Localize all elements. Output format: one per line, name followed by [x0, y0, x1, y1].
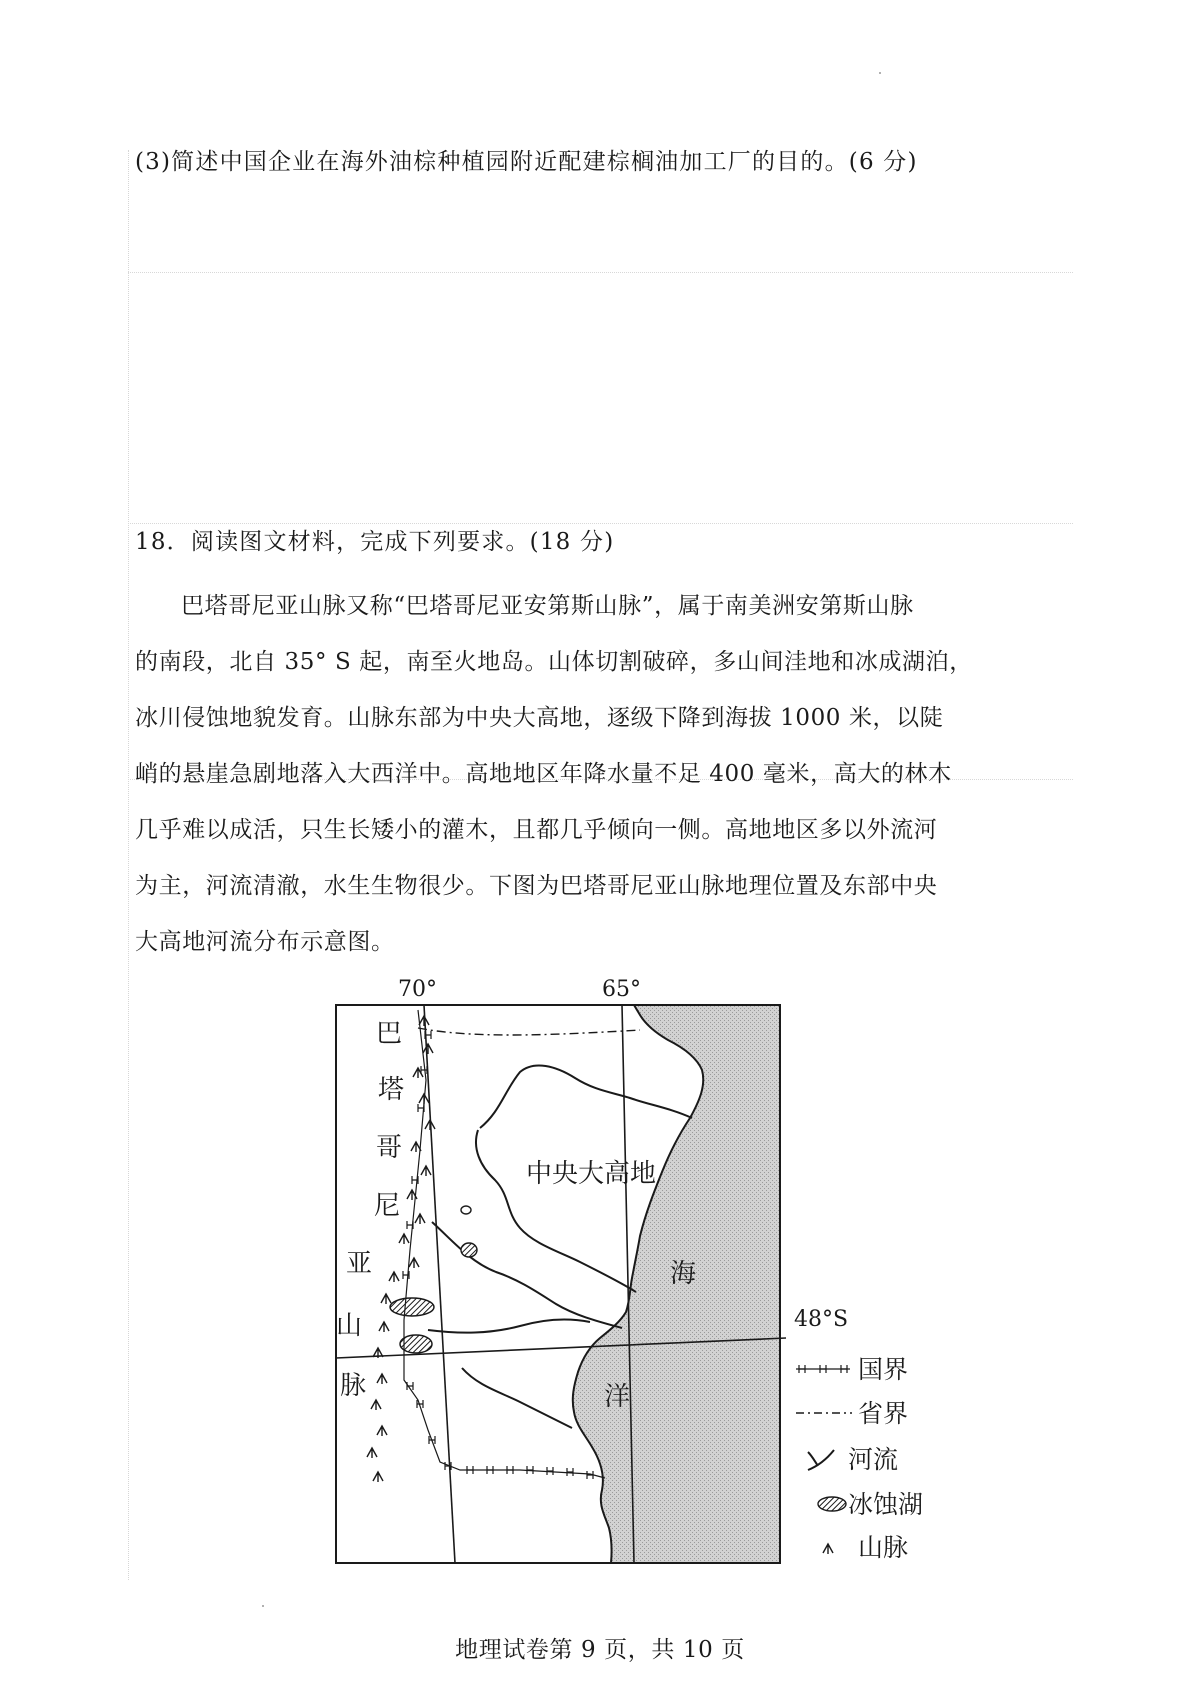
legend-label: 河流 — [848, 1445, 899, 1474]
glacial-lake — [461, 1243, 477, 1257]
meridian-70 — [424, 1005, 455, 1563]
question-18-heading: 18．阅读图文材料，完成下列要求。(18 分) — [135, 529, 615, 555]
plateau-outline — [480, 1065, 692, 1128]
mountain-icon — [823, 1544, 833, 1554]
material-line: 为主，河流清澈，水生生物很少。下图为巴塔哥尼亚山脉地理位置及东部中央 — [135, 873, 938, 899]
material-line: 冰川侵蚀地貌发育。山脉东部为中央大高地，逐级下降到海拔 1000 米，以陡 — [135, 705, 944, 731]
river — [432, 1222, 622, 1328]
legend-label: 省界 — [858, 1399, 909, 1428]
map-legend — [796, 1355, 923, 1562]
lake — [461, 1206, 471, 1214]
mountain-range-label — [336, 1019, 404, 1401]
question-3-text: (3)简述中国企业在海外油棕种植园附近配建棕榈油加工厂的目的。(6 分) — [135, 149, 918, 175]
mountain-label-char: 哥 — [376, 1133, 403, 1163]
mountain-label-char: 亚 — [346, 1249, 373, 1279]
legend-label: 山脉 — [858, 1533, 909, 1562]
provincial-boundary — [418, 1028, 640, 1035]
mountain-label-char: 塔 — [378, 1075, 405, 1105]
mountain-label-char: 山 — [336, 1311, 363, 1341]
latitude-label-48s: 48°S — [794, 1307, 849, 1332]
glacial-lake-icon — [818, 1497, 846, 1511]
river — [476, 1130, 636, 1292]
legend-label: 国界 — [858, 1355, 909, 1384]
plateau-label: 中央大高地 — [526, 1159, 657, 1189]
river-icon — [808, 1450, 834, 1470]
glacial-lake — [390, 1298, 434, 1316]
mountain-label-char: 尼 — [374, 1191, 401, 1221]
sea-label-char: 海 — [670, 1259, 697, 1289]
mountain-label-char: 脉 — [340, 1371, 367, 1401]
sea-label-char: 洋 — [604, 1382, 631, 1412]
material-line: 峭的悬崖急剧地落入大西洋中。高地地区年降水量不足 400 毫米，高大的林木 — [135, 761, 952, 787]
boundary-national-icon — [796, 1365, 850, 1373]
longitude-label-70: 70° — [398, 977, 437, 1002]
mountain-label-char: 巴 — [376, 1019, 403, 1049]
material-line: 几乎难以成活，只生长矮小的灌木，且都几乎倾向一侧。高地地区多以外流河 — [135, 817, 938, 843]
material-line: 大高地河流分布示意图。 — [135, 929, 395, 955]
legend-label: 冰蚀湖 — [848, 1490, 924, 1519]
river — [428, 1319, 590, 1332]
longitude-label-65: 65° — [602, 977, 641, 1002]
material-line: 的南段，北自 35° S 起，南至火地岛。山体切割破碎，多山间洼地和冰成湖泊， — [135, 649, 973, 675]
glacial-lake — [400, 1335, 432, 1353]
river — [462, 1368, 572, 1428]
page-footer: 地理试卷第 9 页，共 10 页 — [455, 1637, 745, 1663]
material-line: 巴塔哥尼亚山脉又称“巴塔哥尼亚安第斯山脉”，属于南美洲安第斯山脉 — [181, 593, 914, 619]
